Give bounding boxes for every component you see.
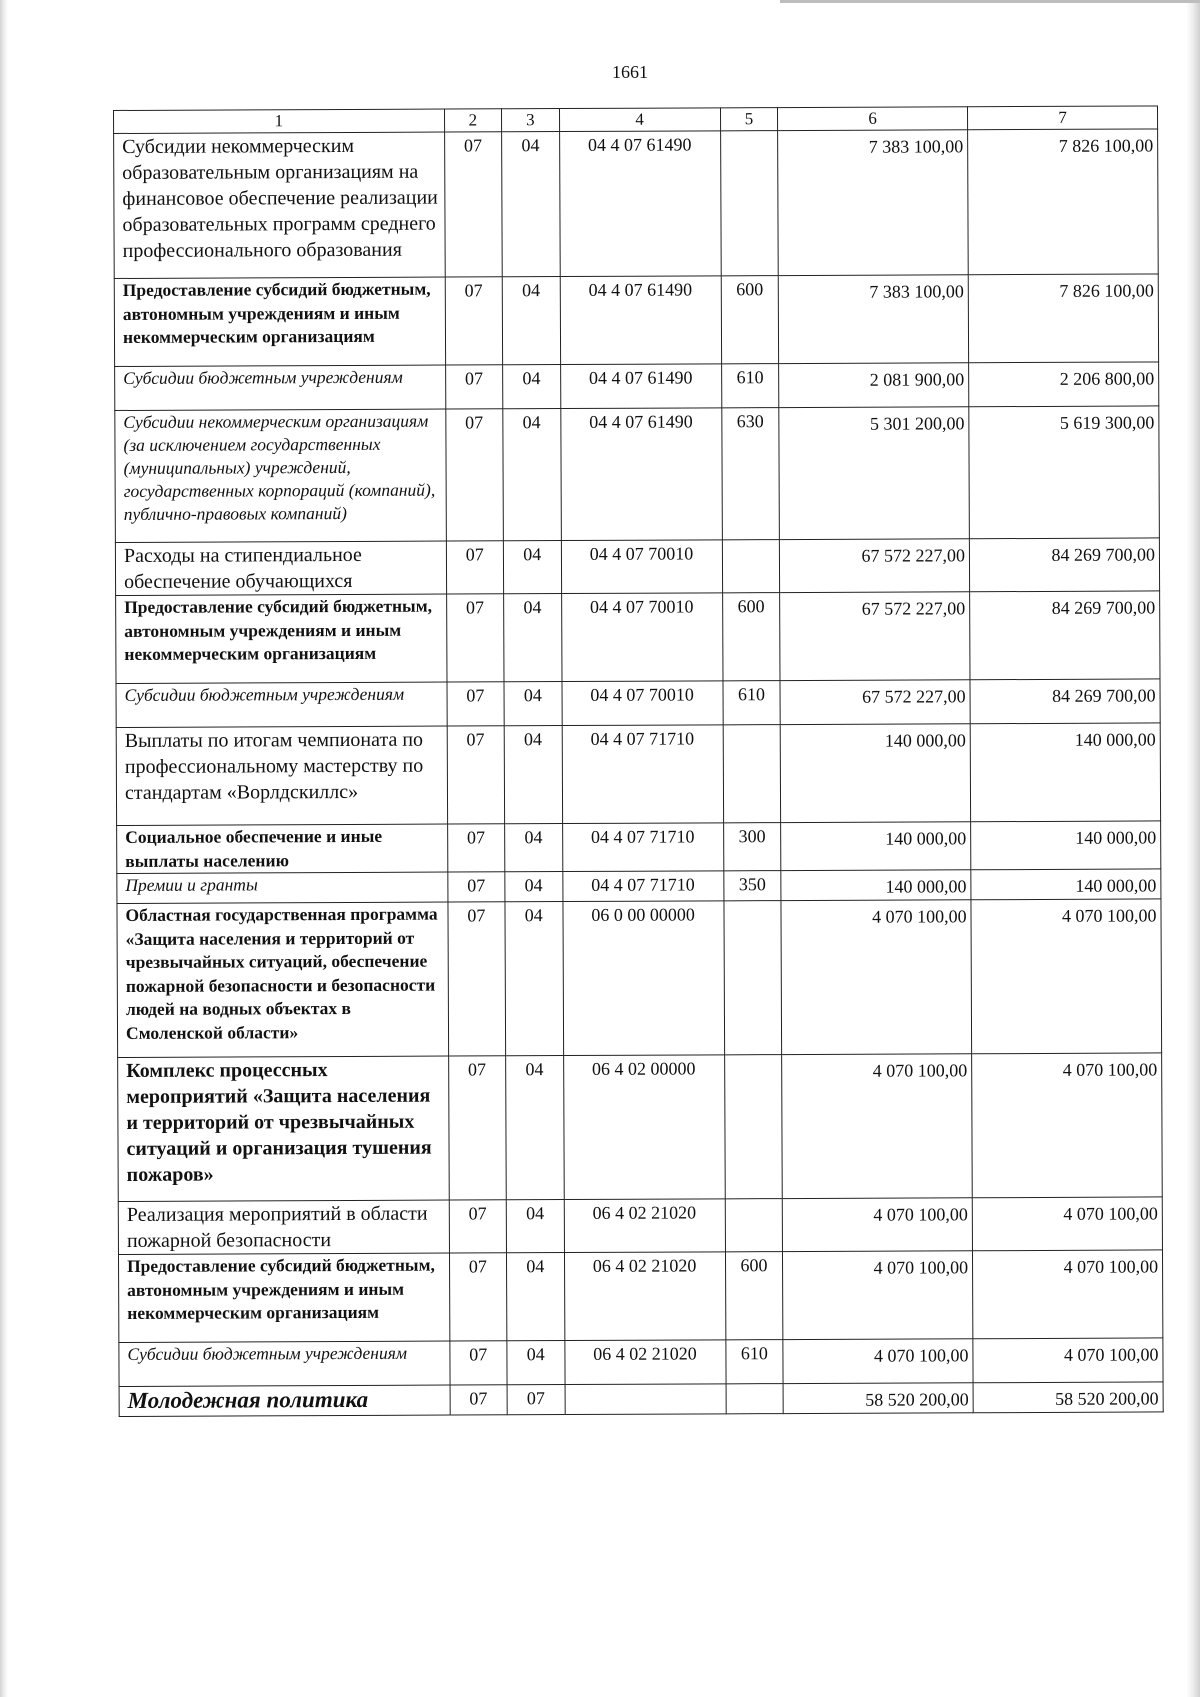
cell-amount-year-1: 140 000,00 <box>781 870 971 901</box>
cell-target-article: 04 4 07 61490 <box>560 408 722 541</box>
cell-amount-year-1: 7 383 100,00 <box>778 130 969 276</box>
cell-amount-year-2: 84 269 700,00 <box>969 538 1159 592</box>
cell-subsection-code: 04 <box>505 824 563 872</box>
cell-amount-year-1: 67 572 227,00 <box>780 539 970 593</box>
row-name: Молодежная политика <box>119 1385 450 1416</box>
scan-edge-top <box>780 0 1200 3</box>
cell-section-code: 07 <box>449 1341 507 1385</box>
cell-expense-type <box>724 1055 782 1199</box>
table-row <box>114 274 1158 367</box>
cell-amount-year-2: 5 619 300,00 <box>969 406 1160 539</box>
cell-subsection-code: 04 <box>503 365 561 409</box>
cell-subsection-code: 04 <box>506 1056 564 1200</box>
cell-target-article: 04 4 07 61490 <box>559 131 721 277</box>
cell-expense-type: 600 <box>721 276 779 364</box>
cell-target-article: 04 4 07 71710 <box>562 823 723 872</box>
scan-edge-left <box>0 0 8 1697</box>
cell-subsection-code: 04 <box>502 277 560 365</box>
row-name: Премии и гранты <box>117 872 448 903</box>
cell-target-article: 06 4 02 21020 <box>564 1340 725 1385</box>
cell-expense-type <box>725 1199 783 1252</box>
cell-expense-type: 300 <box>723 823 781 871</box>
cell-subsection-code: 04 <box>503 409 561 541</box>
row-name: Предоставление субсидий бюджетным, автономным учреждениям и иным некоммерческим организациям <box>118 1253 449 1342</box>
cell-section-code: 07 <box>448 902 506 1056</box>
cell-expense-type: 610 <box>723 681 781 725</box>
table-row <box>117 821 1161 874</box>
cell-amount-year-2: 7 826 100,00 <box>968 129 1159 275</box>
table-row <box>119 1338 1163 1387</box>
cell-target-article <box>565 1384 726 1415</box>
cell-subsection-code: 04 <box>503 541 561 594</box>
cell-target-article: 04 4 07 61490 <box>560 276 722 365</box>
cell-amount-year-2: 84 269 700,00 <box>970 591 1160 680</box>
cell-expense-type <box>726 1384 784 1414</box>
cell-expense-type <box>720 131 778 276</box>
table-row <box>117 869 1161 904</box>
scan-edge-right <box>1186 0 1200 1697</box>
row-name: Субсидии некоммерческим образовательным организациям на финансовое обеспечение реализации образовательных программ среднего профессионального образования <box>114 132 445 278</box>
table-row <box>115 362 1159 411</box>
table-row <box>117 899 1162 1058</box>
cell-section-code: 07 <box>447 824 505 872</box>
cell-amount-year-1: 4 070 100,00 <box>782 1198 972 1252</box>
cell-amount-year-1: 5 301 200,00 <box>779 407 969 540</box>
column-header: 7 <box>968 106 1158 130</box>
cell-target-article: 06 4 02 00000 <box>563 1055 725 1200</box>
cell-subsection-code: 04 <box>505 902 563 1056</box>
cell-subsection-code: 04 <box>502 132 560 277</box>
column-header: 4 <box>559 108 720 132</box>
cell-section-code: 07 <box>446 594 504 682</box>
cell-section-code: 07 <box>447 682 505 726</box>
table-row <box>115 406 1160 543</box>
cell-amount-year-2: 4 070 100,00 <box>972 1053 1163 1198</box>
cell-amount-year-1: 58 520 200,00 <box>783 1383 973 1414</box>
table-row <box>115 538 1159 596</box>
column-header: 2 <box>444 109 502 132</box>
row-name: Субсидии некоммерческим организациям (за исключением государственных (муниципальных) учреждений, государственных корпораций (компаний), публично-правовых компаний) <box>115 409 446 542</box>
cell-subsection-code: 04 <box>507 1253 565 1341</box>
row-name: Социальное обеспечение и иные выплаты населению <box>117 824 448 873</box>
cell-section-code: 07 <box>445 409 503 541</box>
row-name: Комплекс процессных мероприятий «Защита населения и территорий от чрезвычайных ситуаций и организация тушения пожаров» <box>118 1056 449 1201</box>
cell-target-article: 06 4 02 21020 <box>564 1252 726 1341</box>
cell-section-code: 07 <box>444 132 502 277</box>
cell-target-article: 04 4 07 61490 <box>560 364 721 409</box>
table-row <box>116 723 1160 826</box>
table-row <box>116 679 1160 728</box>
cell-subsection-code: 04 <box>507 1341 565 1385</box>
table-body <box>114 129 1164 1417</box>
cell-expense-type <box>722 540 780 593</box>
cell-amount-year-1: 4 070 100,00 <box>781 900 972 1055</box>
cell-target-article: 04 4 07 70010 <box>562 681 723 726</box>
cell-amount-year-1: 4 070 100,00 <box>782 1054 973 1199</box>
cell-expense-type: 630 <box>721 408 779 540</box>
row-name: Выплаты по итогам чемпионата по профессиональному мастерству по стандартам «Ворлдскиллс» <box>116 726 447 825</box>
cell-subsection-code: 04 <box>504 682 562 726</box>
cell-amount-year-1: 2 081 900,00 <box>779 363 969 408</box>
cell-section-code: 07 <box>446 541 504 594</box>
cell-amount-year-2: 2 206 800,00 <box>969 362 1159 407</box>
cell-section-code: 07 <box>449 1200 507 1253</box>
row-name: Предоставление субсидий бюджетным, автономным учреждениям и иным некоммерческим организациям <box>116 594 447 683</box>
cell-subsection-code: 04 <box>504 726 562 824</box>
cell-subsection-code: 07 <box>507 1385 565 1415</box>
cell-subsection-code: 04 <box>505 872 563 902</box>
cell-expense-type <box>723 725 781 823</box>
page-number: 1661 <box>612 62 648 82</box>
cell-section-code: 07 <box>445 277 503 365</box>
table-row <box>118 1197 1162 1255</box>
cell-target-article: 04 4 07 71710 <box>562 871 723 902</box>
cell-expense-type <box>724 901 782 1055</box>
cell-amount-year-1: 4 070 100,00 <box>783 1251 973 1340</box>
column-header: 3 <box>502 109 560 132</box>
row-name: Субсидии бюджетным учреждениям <box>116 682 447 727</box>
table-row <box>118 1250 1162 1343</box>
cell-section-code: 07 <box>447 872 505 902</box>
cell-amount-year-2: 4 070 100,00 <box>971 899 1162 1054</box>
cell-amount-year-2: 140 000,00 <box>971 821 1161 870</box>
cell-amount-year-2: 84 269 700,00 <box>970 679 1160 724</box>
cell-section-code: 07 <box>450 1385 508 1415</box>
cell-section-code: 07 <box>447 726 505 824</box>
cell-expense-type: 610 <box>721 364 779 408</box>
row-name: Реализация мероприятий в области пожарной безопасности <box>118 1200 449 1254</box>
cell-amount-year-1: 67 572 227,00 <box>780 680 970 725</box>
cell-expense-type: 600 <box>725 1252 783 1340</box>
cell-amount-year-2: 140 000,00 <box>970 723 1160 822</box>
cell-subsection-code: 04 <box>506 1200 564 1253</box>
column-header: 1 <box>114 109 445 133</box>
cell-amount-year-2: 58 520 200,00 <box>973 1382 1163 1413</box>
cell-amount-year-1: 4 070 100,00 <box>783 1339 973 1384</box>
cell-amount-year-2: 4 070 100,00 <box>972 1197 1162 1251</box>
row-name: Предоставление субсидий бюджетным, автономным учреждениям и иным некоммерческим организациям <box>114 277 445 366</box>
table-row <box>114 129 1159 279</box>
cell-subsection-code: 04 <box>504 594 562 682</box>
cell-amount-year-2: 140 000,00 <box>971 869 1161 900</box>
column-header: 5 <box>720 108 778 131</box>
cell-amount-year-2: 4 070 100,00 <box>973 1250 1163 1339</box>
cell-amount-year-1: 7 383 100,00 <box>778 275 968 364</box>
budget-table <box>113 105 1164 1417</box>
cell-target-article: 06 0 00 00000 <box>562 901 724 1056</box>
cell-expense-type: 600 <box>722 593 780 681</box>
column-header: 6 <box>778 107 968 131</box>
cell-expense-type: 350 <box>723 871 781 901</box>
row-name: Субсидии бюджетным учреждениям <box>119 1341 450 1386</box>
cell-amount-year-2: 4 070 100,00 <box>973 1338 1163 1383</box>
row-name: Областная государственная программа «Защита населения и территорий от чрезвычайных ситуаций, обеспечение пожарной безопасности и безопасности людей на водных объектах в Смоленской области» <box>117 902 448 1057</box>
cell-amount-year-1: 67 572 227,00 <box>780 592 970 681</box>
table-row <box>116 591 1160 684</box>
cell-expense-type: 610 <box>726 1340 784 1384</box>
cell-target-article: 04 4 07 71710 <box>562 725 724 824</box>
cell-section-code: 07 <box>445 365 503 409</box>
table-row <box>118 1053 1163 1202</box>
cell-section-code: 07 <box>448 1056 506 1200</box>
cell-target-article: 04 4 07 70010 <box>561 593 723 682</box>
cell-section-code: 07 <box>449 1253 507 1341</box>
row-name: Расходы на стипендиальное обеспечение обучающихся <box>115 541 446 595</box>
cell-amount-year-1: 140 000,00 <box>781 822 971 871</box>
cell-target-article: 04 4 07 70010 <box>561 540 722 594</box>
table-row <box>119 1382 1163 1417</box>
cell-amount-year-2: 7 826 100,00 <box>968 274 1158 363</box>
row-name: Субсидии бюджетным учреждениям <box>115 365 446 410</box>
cell-target-article: 06 4 02 21020 <box>564 1199 725 1253</box>
cell-amount-year-1: 140 000,00 <box>780 724 970 823</box>
